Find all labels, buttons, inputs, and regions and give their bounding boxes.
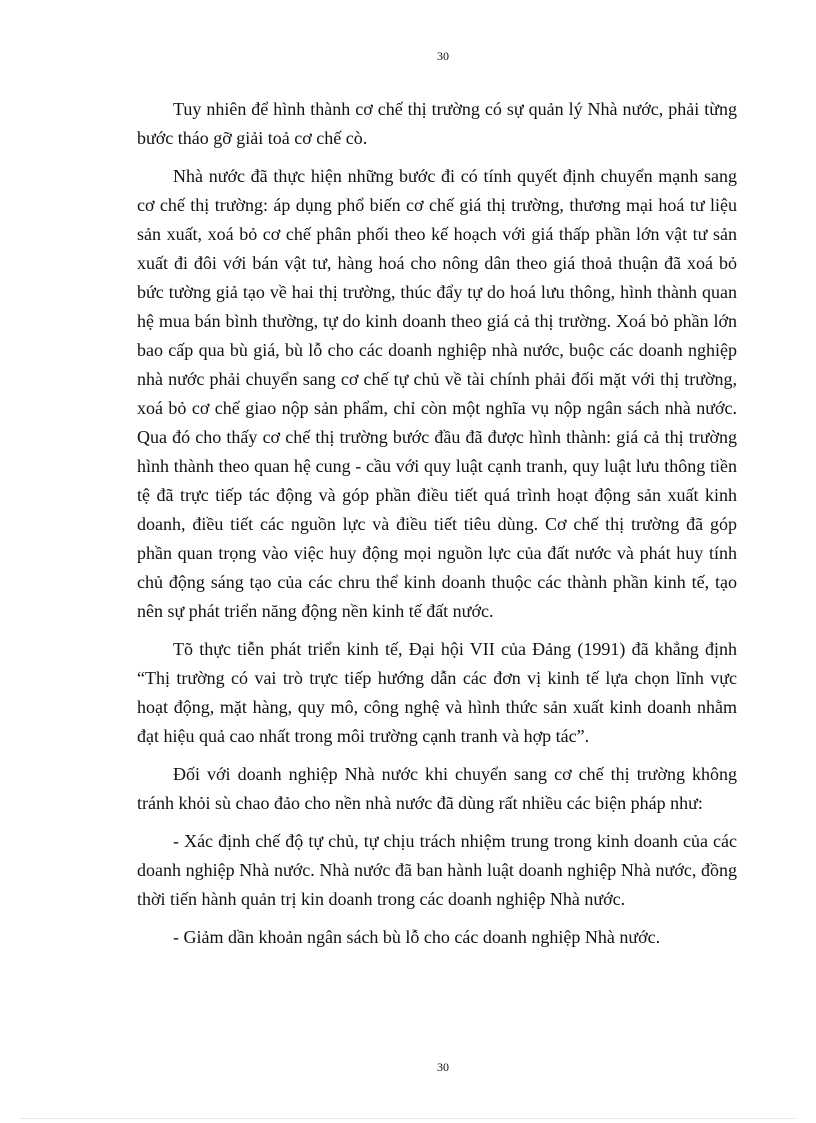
paragraph-market-reforms: Nhà nước đã thực hiện những bước đi có tính quyết định chuyển mạnh sang cơ chế thị trường: áp dụng phổ biến cơ chế giá thị trường, thương mại hoá tư liệu sản xuất, xoá bỏ cơ chế phân phối theo kế hoạch với giá thấp phần lớn vật tư sản xuất đi đôi với bán vật tư, hàng hoá cho nông dân theo giá thoả thuận đã xoá bỏ bức tường giả tạo về hai thị trường, thúc đẩy tự do hoá lưu thông, hình thành quan hệ mua bán bình thường, tự do kinh doanh theo giá cả thị trường. Xoá bỏ phần lớn bao cấp qua bù giá, bù lỗ cho các doanh nghiệp nhà nước, buộc các doanh nghiệp nhà nước phải chuyển sang cơ chế tự chủ về tài chính phải đối mặt với thị trường, xoá bỏ cơ chế giao nộp sản phẩm, chỉ còn một nghĩa vụ nộp ngân sách nhà nước. Qua đó cho thấy cơ chế thị trường bước đầu đã được hình thành: giá cả thị trường hình thành theo quan hệ cung - cầu với quy luật cạnh tranh, quy luật lưu thông tiền tệ đã trực tiếp tác động và góp phần điều tiết quá trình hoạt động sản xuất kinh doanh, điều tiết các nguồn lực và điều tiết tiêu dùng. Cơ chế thị trường đã góp phần quan trọng vào việc huy động mọi nguồn lực của đất nước và phát huy tính chủ động sáng tạo của các chru thể kinh doanh thuộc các thành phần kinh tế, tạo nên sự phát triển năng động nền kinh tế đất nước. xyxy=(137,166,737,621)
page-bottom-divider xyxy=(20,1118,796,1119)
paragraph-state-enterprises: Đối với doanh nghiệp Nhà nước khi chuyển sang cơ chế thị trường không tránh khỏi sù chao đảo cho nền nhà nước đã dùng rất nhiều các biện pháp như: xyxy=(137,764,737,813)
paragraph-party-congress: Tõ thực tiễn phát triển kinh tế, Đại hội VII của Đảng (1991) đã khẳng định “Thị trường có vai trò trực tiếp hướng dẫn các đơn vị kinh tế lựa chọn lĩnh vực hoạt động, mặt hàng, quy mô, công nghệ và hình thức sản xuất kinh doanh nhằm đạt hiệu quả cao nhất trong môi trường cạnh tranh và hợp tác”. xyxy=(137,639,737,746)
page-number-footer: 30 xyxy=(437,1060,449,1074)
page-number-header: 30 xyxy=(437,49,449,63)
list-item-budget: - Giảm dần khoản ngân sách bù lỗ cho các doanh nghiệp Nhà nước. xyxy=(173,927,661,947)
list-item-autonomy: - Xác định chế độ tự chủ, tự chịu trách nhiệm trung trong kinh doanh của các doanh nghiệp Nhà nước. Nhà nước đã ban hành luật doanh nghiệp Nhà nước, đồng thời tiến hành quản trị kin doanh trong các doanh nghiệp Nhà nước. xyxy=(137,831,737,909)
document-body xyxy=(137,95,737,961)
paragraph-intro: Tuy nhiên để hình thành cơ chế thị trường có sự quản lý Nhà nước, phải từng bước tháo gỡ giải toả cơ chế cò. xyxy=(137,99,737,148)
